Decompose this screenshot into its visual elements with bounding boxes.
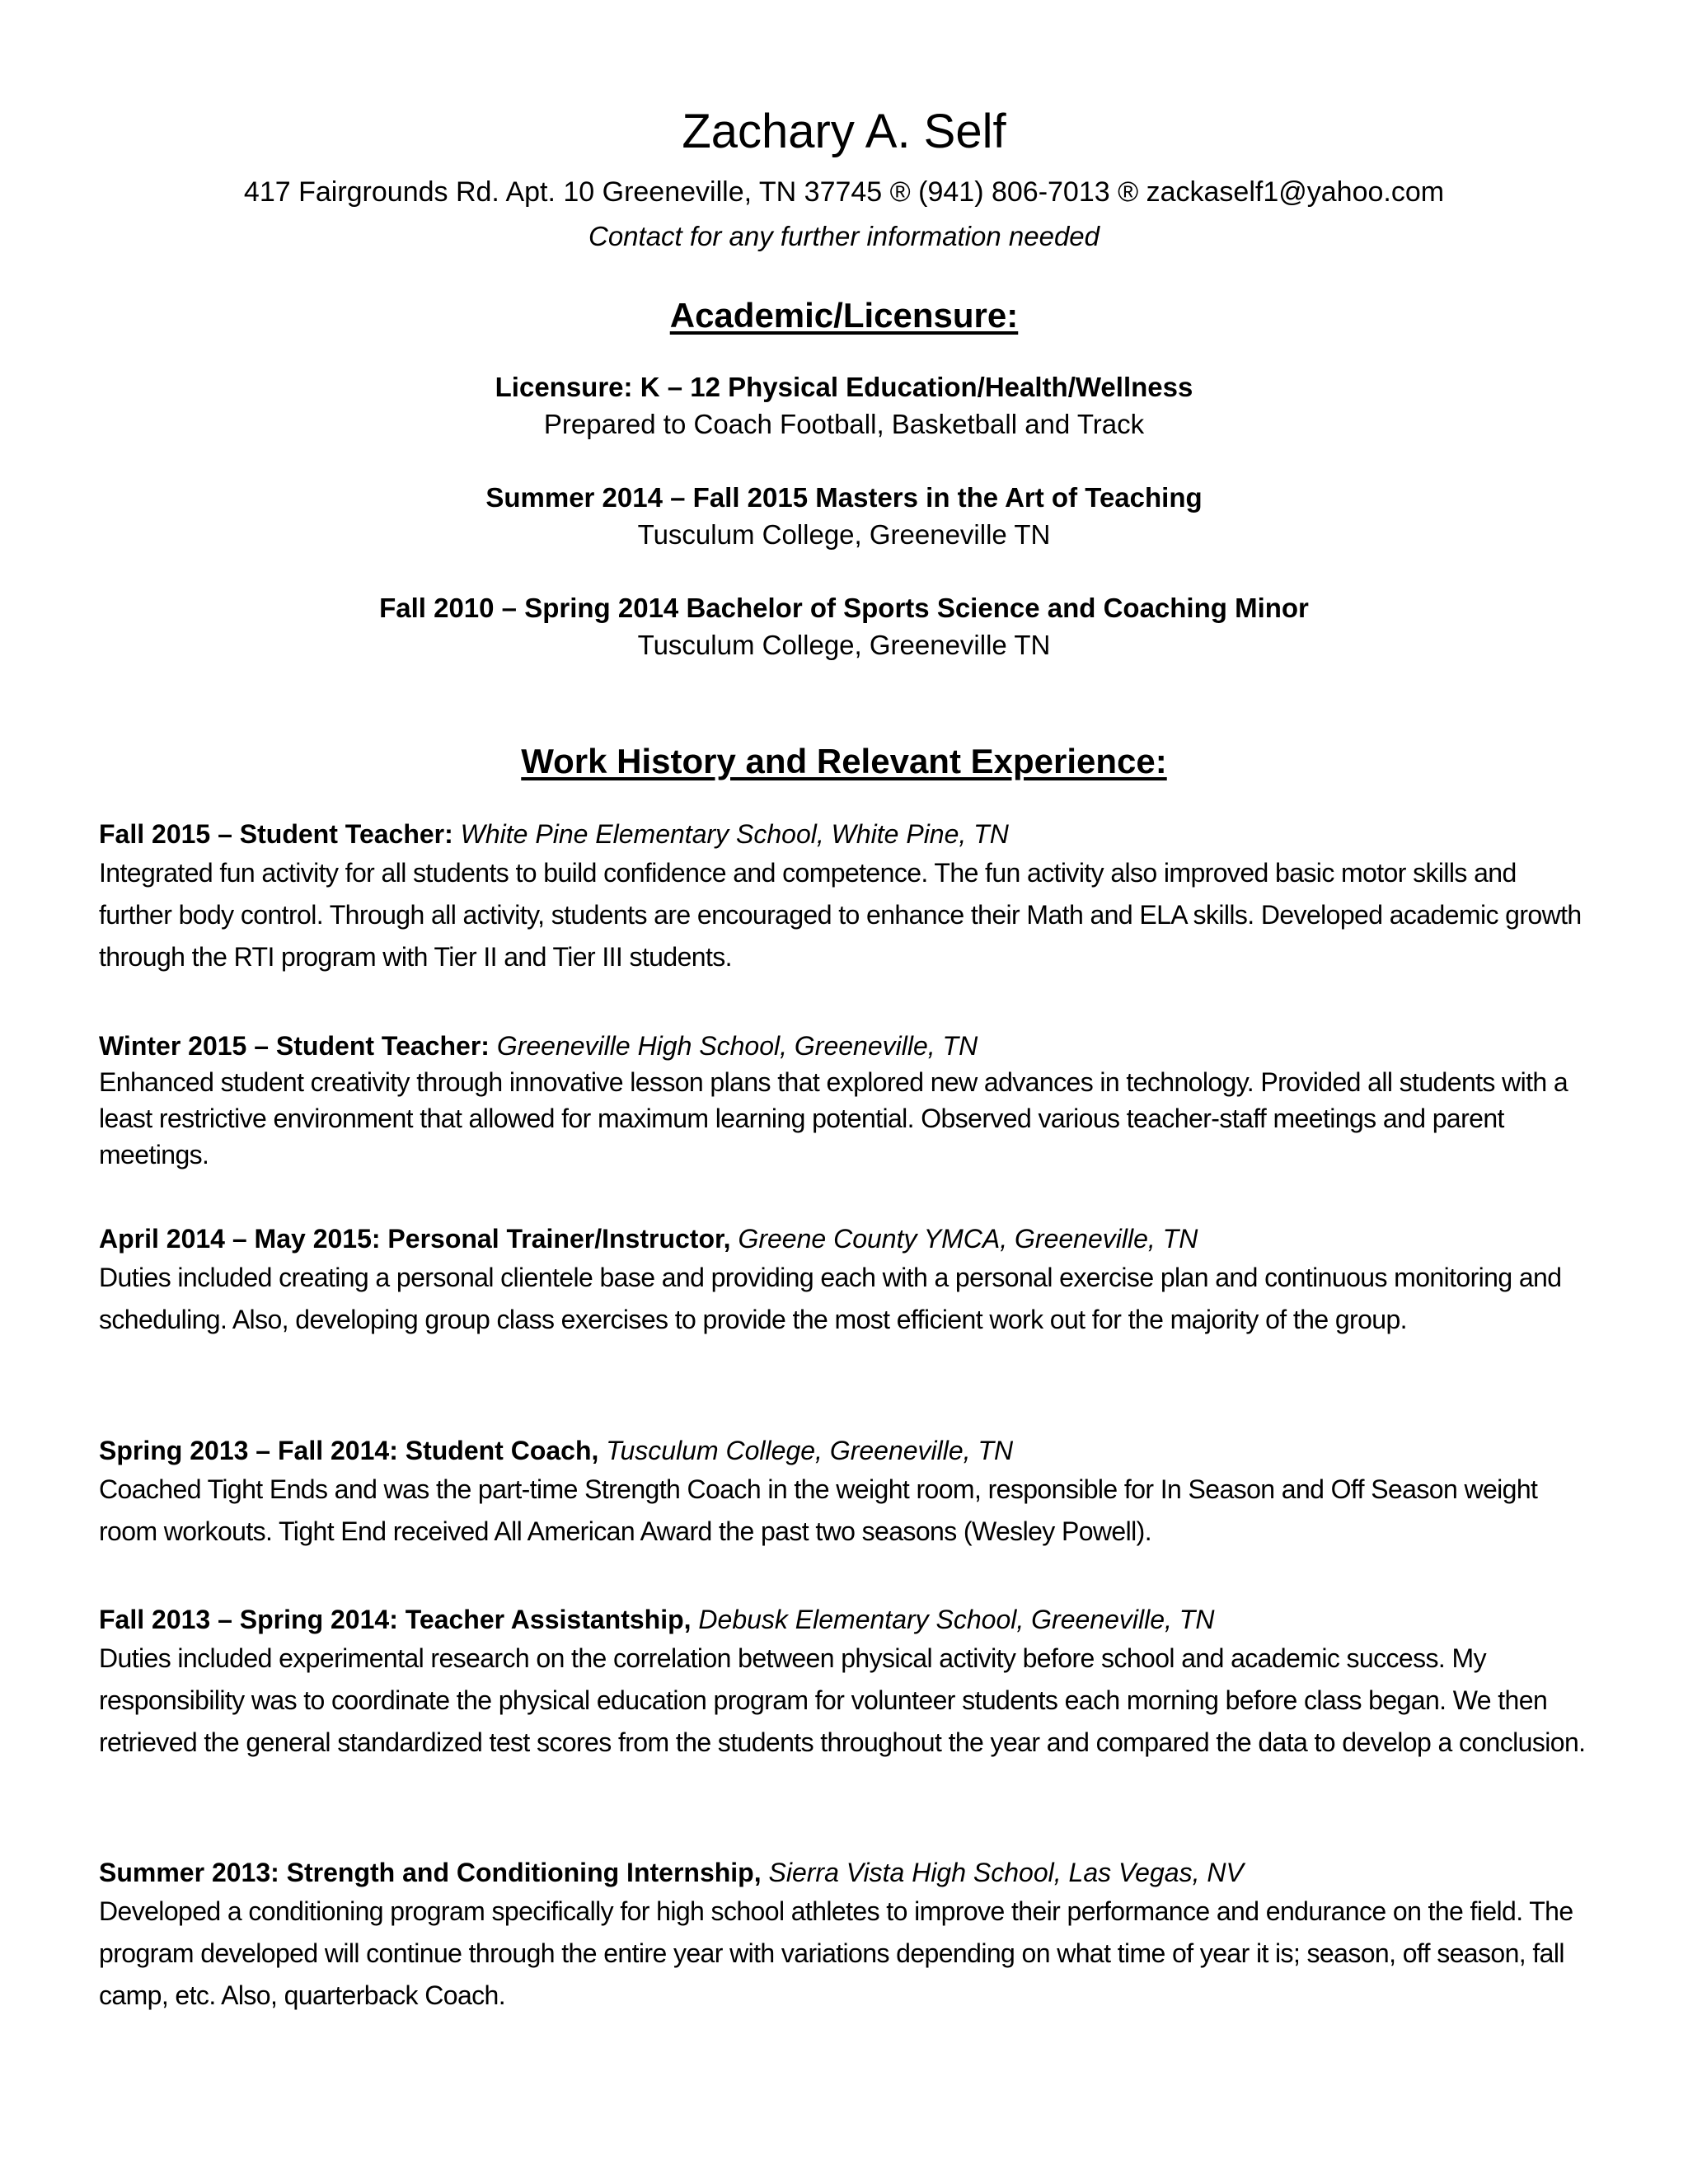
job-heading bbox=[99, 1854, 1591, 1891]
work-section-title: Work History and Relevant Experience: bbox=[521, 742, 1167, 780]
job-place: Debusk Elementary School, Greeneville, TN bbox=[698, 1605, 1215, 1634]
job-place: Tusculum College, Greeneville, TN bbox=[606, 1436, 1014, 1465]
job-role: Student Coach, bbox=[405, 1436, 599, 1465]
job-dates: Winter 2015 – Student Teacher: bbox=[99, 1031, 490, 1061]
academic-section-title: Academic/Licensure: bbox=[669, 296, 1019, 335]
job-heading bbox=[99, 1221, 1591, 1257]
applicant-name: Zachary A. Self bbox=[682, 105, 1006, 158]
bachelor-heading: Fall 2010 – Spring 2014 Bachelor of Sports Science and Coaching Minor bbox=[379, 593, 1309, 623]
licensure-heading: Licensure: K – 12 Physical Education/Health/Wellness bbox=[495, 372, 1193, 402]
licensure-detail: Prepared to Coach Football, Basketball and Track bbox=[543, 409, 1145, 439]
masters-detail: Tusculum College, Greeneville TN bbox=[637, 519, 1051, 550]
job-description: Integrated fun activity for all students to build confidence and competence. The fun activity also improved basic motor skills and further body control. Through all activity, students are encouraged to enhance their Math and ELA skills. Developed academic growth through the RTI program with Tier II and Tier III students. bbox=[99, 858, 1582, 972]
job-entry-internship bbox=[99, 1854, 1591, 2017]
contact-note: Contact for any further information needed bbox=[588, 221, 1100, 251]
job-entry-greeneville-high bbox=[99, 1028, 1591, 1173]
job-place: Greene County YMCA, Greeneville, TN bbox=[738, 1224, 1198, 1254]
job-heading bbox=[99, 1028, 1591, 1064]
job-dates: Fall 2015 – Student Teacher: bbox=[99, 819, 453, 849]
job-role: Teacher Assistantship, bbox=[405, 1605, 692, 1634]
job-entry-ymca bbox=[99, 1221, 1591, 1341]
job-description: Duties included experimental research on the correlation between physical activity before school and academic success. My responsibility was to coordinate the physical education program for volunteer students each morning before class began. We then retrieved the general standardized test scores from the students throughout the year and compared the data to develop a conclusion. bbox=[99, 1643, 1586, 1757]
job-heading bbox=[99, 1432, 1591, 1469]
job-entry-teacher-assistantship bbox=[99, 1601, 1591, 1764]
job-place: Sierra Vista High School, Las Vegas, NV bbox=[768, 1858, 1244, 1887]
job-description: Duties included creating a personal clientele base and providing each with a personal exercise plan and continuous monitoring and scheduling. Also, developing group class exercises to provide the most efficient work out for the majority of the group. bbox=[99, 1263, 1562, 1334]
job-description: Coached Tight Ends and was the part-time Strength Coach in the weight room, responsible for In Season and Off Season weight room workouts. Tight End received All American Award the past two seasons (Wesley Powell). bbox=[99, 1474, 1538, 1546]
job-description: Enhanced student creativity through innovative lesson plans that explored new advances in technology. Provided all students with a least restrictive environment that allowed for maximum learning potential. Observed various teacher-staff meetings and parent meetings. bbox=[99, 1067, 1568, 1169]
job-heading bbox=[99, 1601, 1591, 1638]
bachelor-detail: Tusculum College, Greeneville TN bbox=[637, 630, 1051, 660]
job-place: Greeneville High School, Greeneville, TN bbox=[496, 1031, 978, 1061]
contact-line: 417 Fairgrounds Rd. Apt. 10 Greeneville, TN 37745 ® (941) 806-7013 ® zackaself1@yahoo.com bbox=[243, 176, 1445, 208]
job-role: Strength and Conditioning Internship, bbox=[286, 1858, 762, 1887]
job-entry-white-pine bbox=[99, 816, 1591, 978]
job-dates: Fall 2013 – Spring 2014: bbox=[99, 1605, 398, 1634]
job-place: White Pine Elementary School, White Pine, TN bbox=[460, 819, 1009, 849]
job-dates: April 2014 – May 2015: bbox=[99, 1224, 381, 1254]
job-entry-student-coach bbox=[99, 1432, 1591, 1553]
masters-heading: Summer 2014 – Fall 2015 Masters in the Art of Teaching bbox=[485, 482, 1203, 513]
job-role: Personal Trainer/Instructor, bbox=[387, 1224, 731, 1254]
job-description: Developed a conditioning program specifically for high school athletes to improve their performance and endurance on the field. The program developed will continue through the entire year with variations depending on what time of year it is; season, off season, fall camp, etc. Also, quarterback Coach. bbox=[99, 1896, 1573, 2010]
job-dates: Spring 2013 – Fall 2014: bbox=[99, 1436, 398, 1465]
job-heading bbox=[99, 816, 1591, 852]
job-dates: Summer 2013: bbox=[99, 1858, 279, 1887]
